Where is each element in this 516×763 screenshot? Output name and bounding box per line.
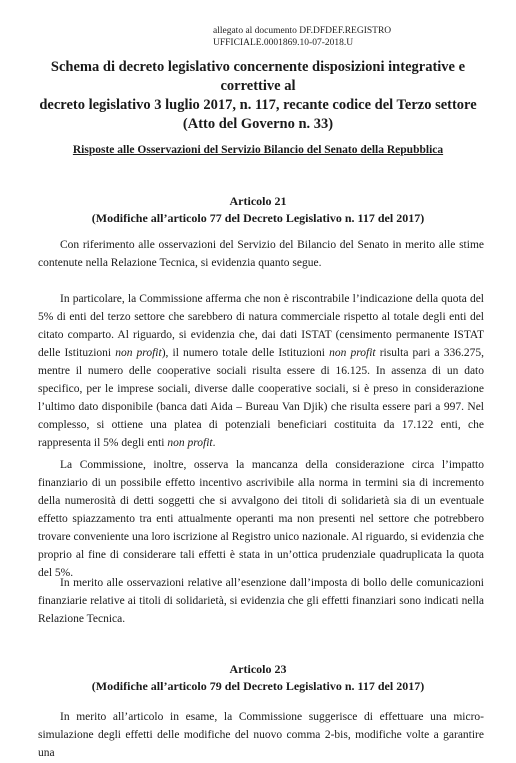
title-line-3: (Atto del Governo n. 33): [182, 116, 334, 132]
article-23-heading: Articolo 23: [229, 662, 287, 676]
article-23-header: [24, 661, 492, 695]
article-21-paragraph-2: [38, 290, 484, 452]
paragraph-text: In particolare, la Commissione afferma che non è riscontrabile l’indicazione della quota del 5% di enti del terzo settore che sarebbero di natura commerciale rispetto al totale degli enti del citato comparto. Al riguardo, si evidenzia che, dai dati ISTAT (censimento permanente ISTAT delle Istituzioni: [38, 293, 484, 359]
article-23-paragraph-1: [38, 708, 484, 762]
article-21-subheading: (Modifiche all’articolo 77 del Decreto Legislativo n. 117 del 2017): [91, 211, 425, 225]
article-21-header: [24, 193, 492, 227]
article-21-paragraph-3: [38, 456, 484, 582]
paragraph-text: In merito all’articolo in esame, la Commissione suggerisce di effettuare una micro-simulazione degli effetti delle modifiche del nuovo comma 2-bis, modifiche volte a garantire una: [38, 711, 484, 759]
stamp-line-1: allegato al documento DF.DFDEF.REGISTRO: [213, 26, 392, 36]
article-21-paragraph-1: [38, 236, 484, 272]
paragraph-text: .: [212, 437, 216, 449]
paragraph-text: In merito alle osservazioni relative all’esenzione dall’imposta di bollo delle comunicazioni finanziarie relative ai titoli di solidarietà, si evidenzia che gli effetti finanziari sono indicati nella Relazione Tecnica.: [38, 577, 484, 625]
protocol-stamp: [213, 25, 503, 49]
title-line-2: decreto legislativo 3 luglio 2017, n. 117, recante codice del Terzo settore: [39, 97, 477, 113]
document-subtitle: Risposte alle Osservazioni del Servizio Bilancio del Senato della Repubblica: [72, 144, 444, 156]
article-21-heading: Articolo 21: [229, 194, 287, 208]
article-23-subheading: (Modifiche all’articolo 79 del Decreto Legislativo n. 117 del 2017): [91, 679, 425, 693]
italic-term: non profit: [329, 347, 376, 359]
paragraph-text: ), il numero totale delle Istituzioni: [161, 347, 325, 359]
title-line-1: Schema di decreto legislativo concernente disposizioni integrative e correttive al: [50, 59, 466, 94]
document-title: [24, 58, 492, 134]
stamp-line-2: UFFICIALE.0001869.10-07-2018.U: [213, 38, 354, 48]
italic-term: non profit: [167, 437, 213, 449]
italic-term: non profit: [115, 347, 162, 359]
article-21-paragraph-4: [38, 574, 484, 628]
paragraph-text: Con riferimento alle osservazioni del Servizio del Bilancio del Senato in merito alle stime contenute nella Relazione Tecnica, si evidenzia quanto segue.: [38, 239, 484, 269]
paragraph-text: La Commissione, inoltre, osserva la mancanza della considerazione circa l’impatto finanziario di un possibile effetto incentivo ascrivibile alla norma in termini sia di incremento della numerosità di detti soggetti che si avvalgono dei titoli di solidarietà sia di un eventuale effetto spiazzamento tra enti attualmente operanti ma non presenti nel settore che potrebbero trovare conveniente una loro iscrizione al Registro unico nazionale. Al riguardo, si evidenzia che proprio al fine di considerare tali effetti è stata in un’ottica prudenziale quadruplicata la quota del 5%.: [38, 459, 484, 579]
paragraph-text: risulta pari a 336.275, mentre il numero delle cooperative sociali risulta essere di 16.125. In assenza di un dato specifico, per le imprese sociali, diverse dalle cooperative sociali, si è preso in considerazione l’ultimo dato disponibile (banca dati Aida – Bureau Van Djik) che risulta essere pari a 997. Nel complesso, si ottiene una platea di potenziali beneficiari costituita da 17.122 enti, che rappresenta il 5% degli enti: [38, 347, 484, 449]
